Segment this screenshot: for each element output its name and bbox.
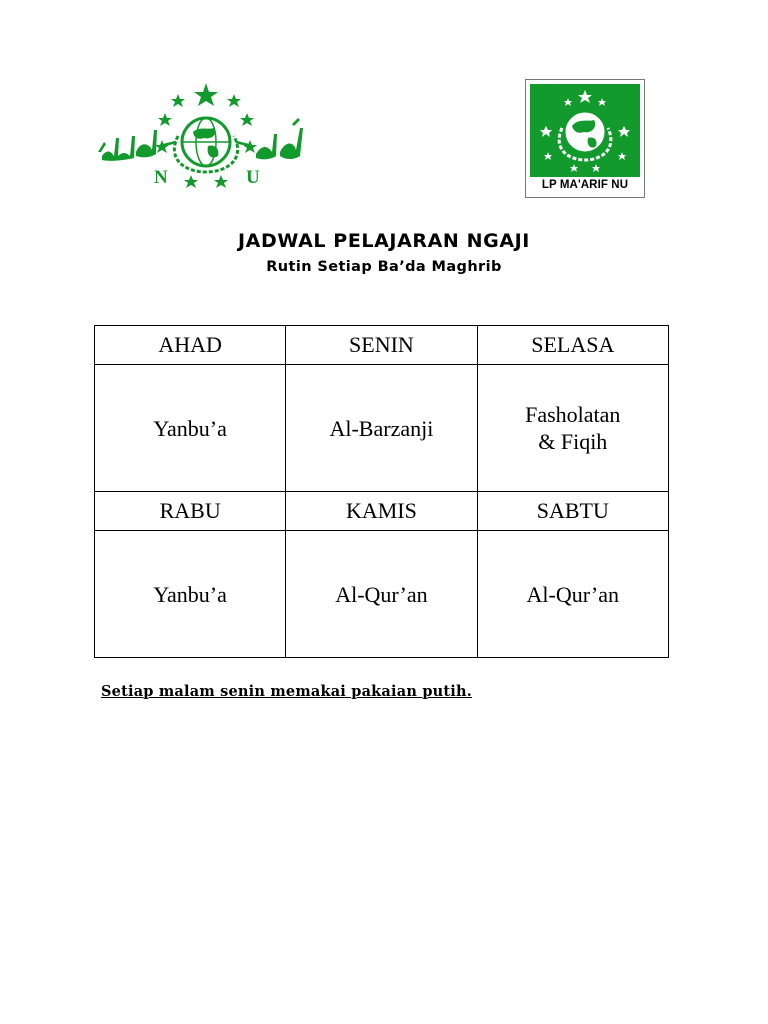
lesson-text: Al-Qur’an	[335, 581, 428, 607]
day-header: SENIN	[286, 326, 477, 365]
schedule-table	[94, 325, 669, 658]
lesson-cell	[286, 531, 477, 658]
day-header: SELASA	[477, 326, 668, 365]
lesson-cell	[95, 531, 286, 658]
page-subtitle: Rutin Setiap Ba’da Maghrib	[266, 259, 502, 275]
nu-letter-n: N	[154, 167, 168, 188]
table-row	[95, 531, 669, 658]
table-row	[95, 326, 669, 365]
lesson-text: Yanbu’a	[153, 581, 227, 607]
day-header: SABTU	[477, 492, 668, 531]
page-title: JADWAL PELAJARAN NGAJI	[238, 230, 530, 252]
maarif-emblem	[530, 84, 640, 177]
lesson-cell	[477, 531, 668, 658]
lesson-text: Al-Barzanji	[329, 415, 434, 441]
nu-emblem-icon	[96, 80, 312, 196]
maarif-caption: LP MA'ARIF NU	[541, 179, 629, 191]
table-row	[95, 492, 669, 531]
day-header: RABU	[95, 492, 286, 531]
globe-emblem-icon	[530, 84, 640, 177]
lesson-cell	[477, 365, 668, 492]
lesson-text: Fasholatan	[525, 402, 621, 427]
lesson-text: & Fiqih	[538, 429, 608, 454]
lesson-cell	[286, 365, 477, 492]
maarif-logo	[525, 79, 645, 198]
table-row	[95, 365, 669, 492]
nu-logo	[96, 80, 312, 196]
day-header: AHAD	[95, 326, 286, 365]
uniform-note: Setiap malam senin memakai pakaian putih.	[101, 683, 472, 700]
lesson-text: Yanbu’a	[153, 415, 227, 441]
nu-letter-u: U	[246, 167, 260, 188]
day-header: KAMIS	[286, 492, 477, 531]
lesson-text: Al-Qur’an	[526, 581, 619, 607]
lesson-cell	[95, 365, 286, 492]
